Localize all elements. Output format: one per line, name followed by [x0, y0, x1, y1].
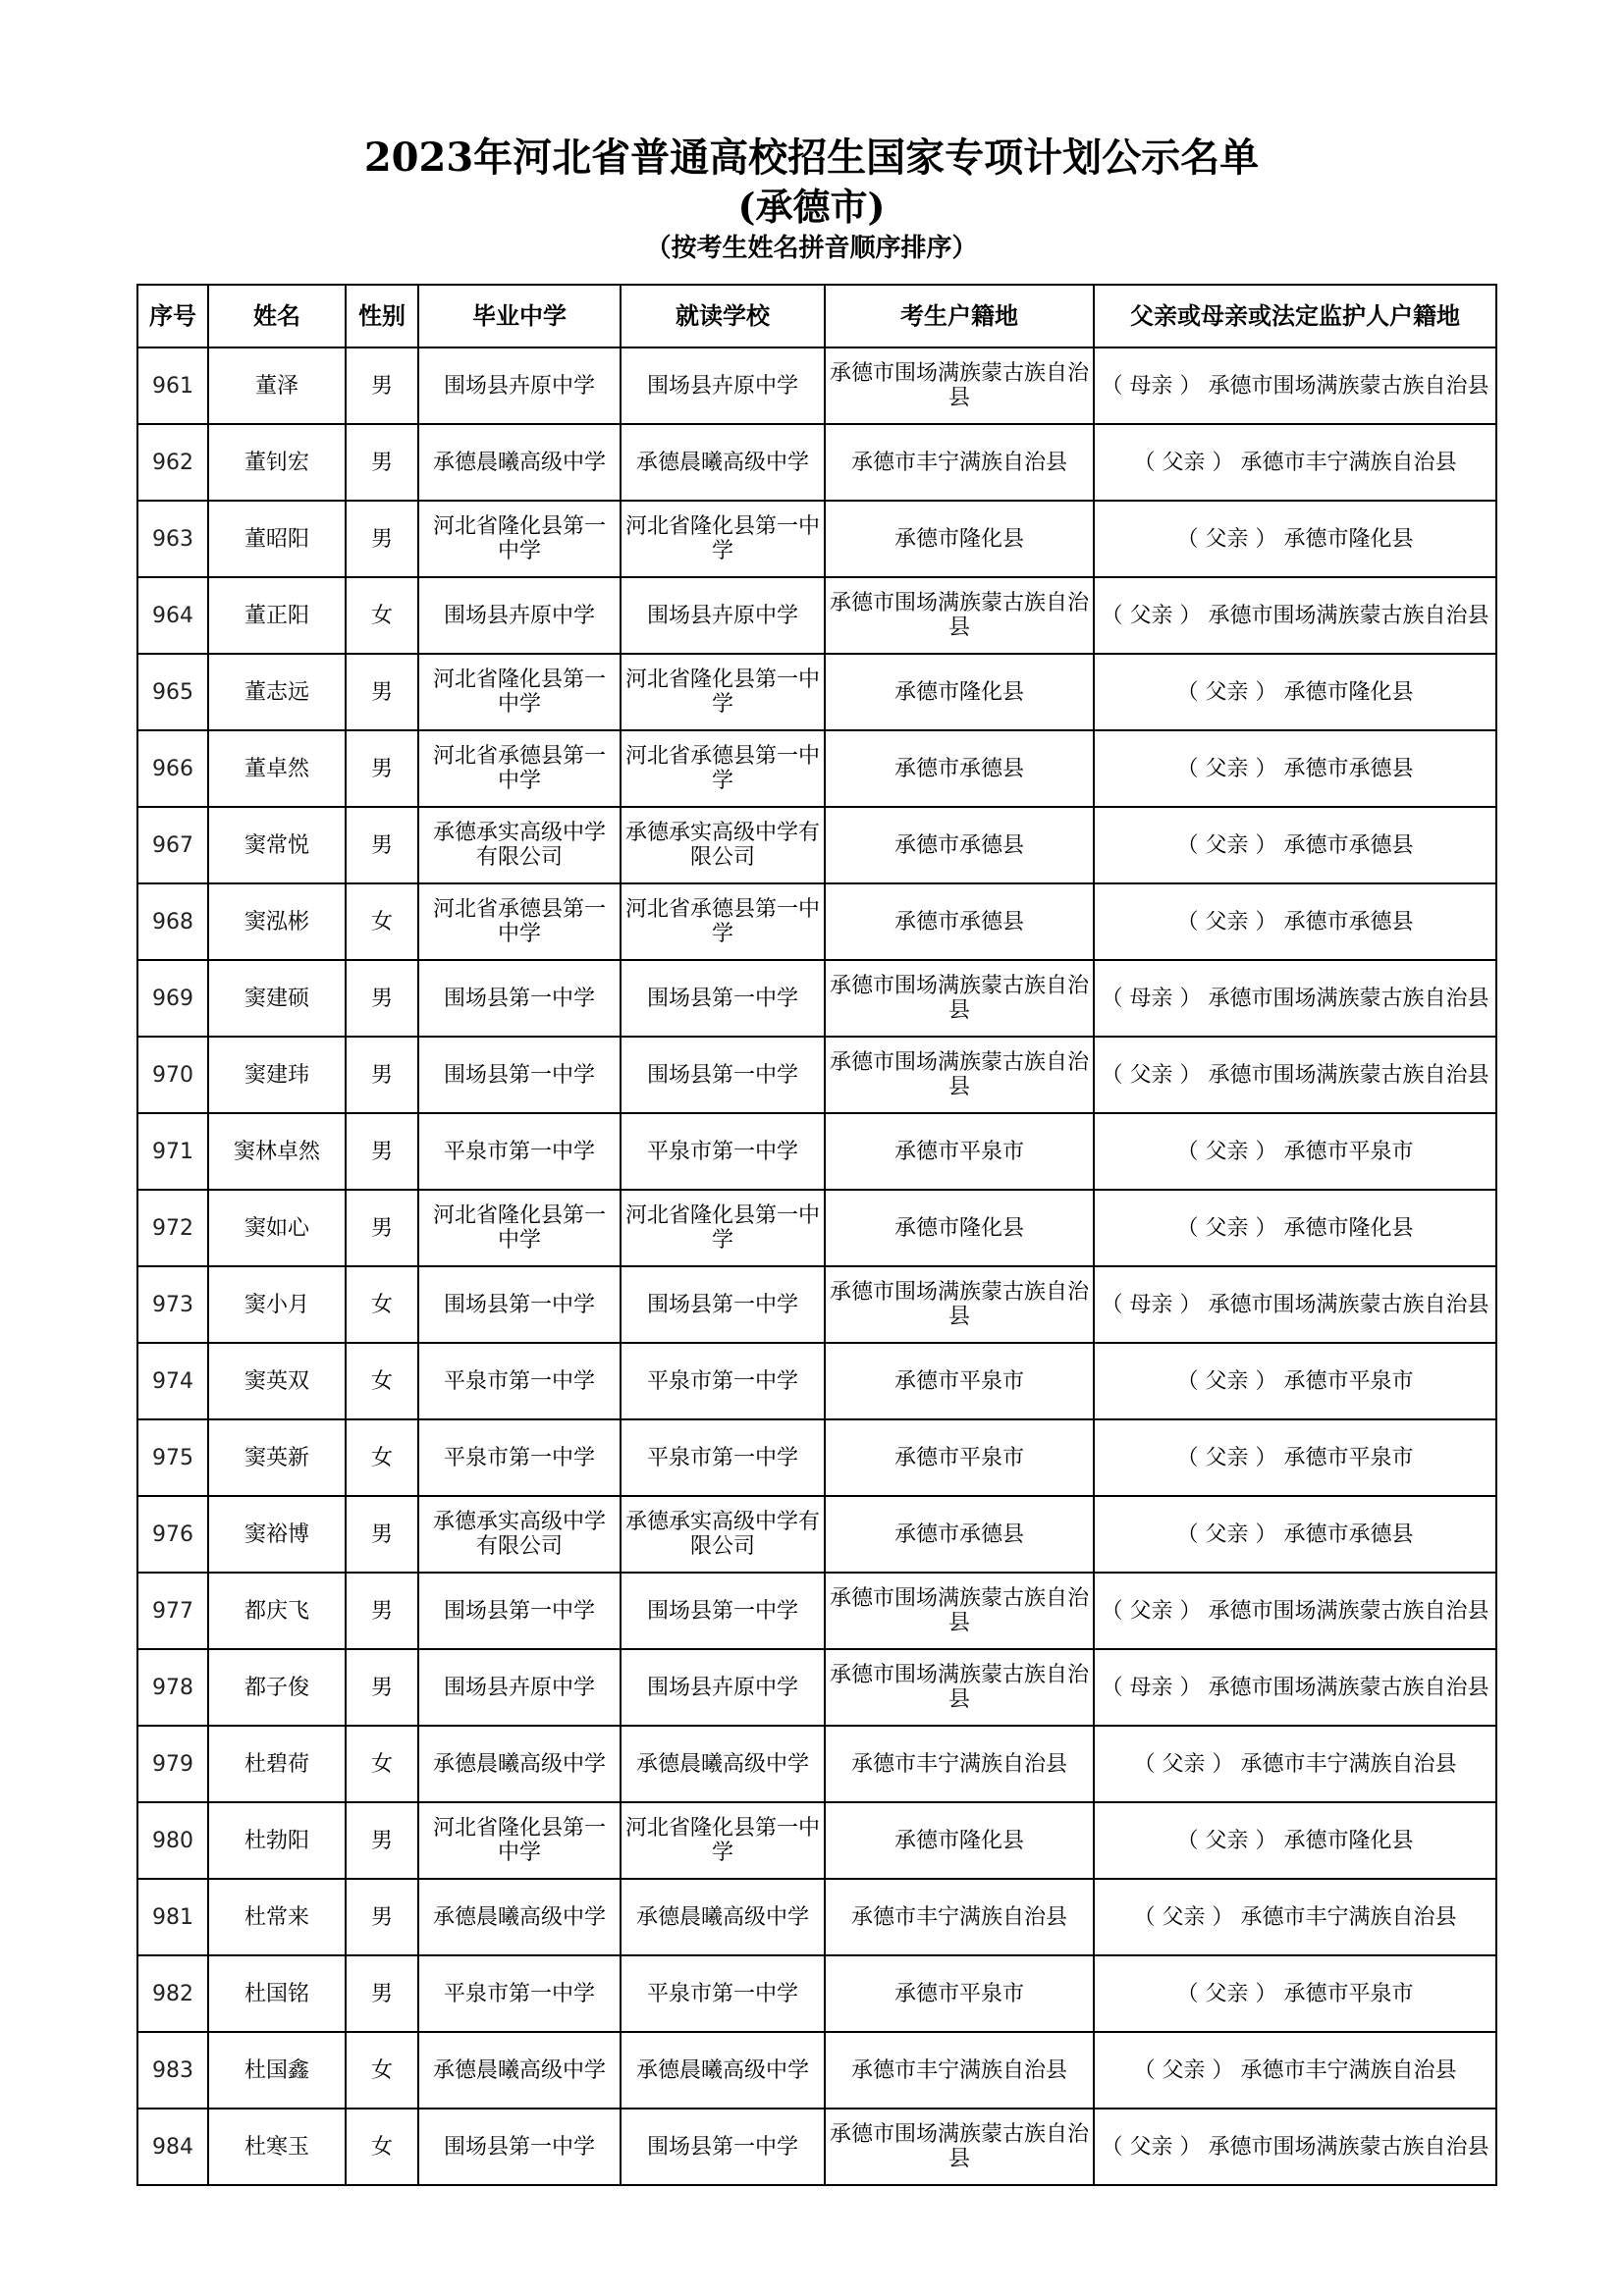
cell-index: 967: [137, 807, 208, 883]
page-subtitle: (承德市): [737, 185, 886, 229]
table-row: [137, 1649, 1496, 1726]
cell-name: 董泽: [208, 347, 346, 424]
cell-guardian-hukou: （ 父亲 ） 承德市丰宁满族自治县: [1094, 424, 1496, 501]
cell-guardian-hukou: （ 父亲 ） 承德市承德县: [1094, 807, 1496, 883]
cell-graduated-school: 河北省承德县第一中学: [418, 730, 621, 807]
cell-name: 杜寒玉: [208, 2109, 346, 2185]
table-row: [137, 1113, 1496, 1190]
cell-guardian-hukou: （ 父亲 ） 承德市平泉市: [1094, 1419, 1496, 1496]
table-row: [137, 1496, 1496, 1573]
cell-gender: 女: [346, 1726, 418, 1802]
cell-guardian-hukou: （ 父亲 ） 承德市平泉市: [1094, 1343, 1496, 1419]
table-row: [137, 807, 1496, 883]
cell-current-school: 围场县第一中学: [621, 1266, 825, 1343]
cell-student-hukou: 承德市平泉市: [825, 1113, 1094, 1190]
cell-graduated-school: 河北省隆化县第一中学: [418, 1190, 621, 1266]
cell-student-hukou: 承德市承德县: [825, 807, 1094, 883]
cell-guardian-hukou: （ 母亲 ） 承德市围场满族蒙古族自治县: [1094, 1649, 1496, 1726]
cell-student-hukou: 承德市围场满族蒙古族自治县: [825, 2109, 1094, 2185]
cell-name: 窦英新: [208, 1419, 346, 1496]
table-row: [137, 1343, 1496, 1419]
cell-guardian-hukou: （ 母亲 ） 承德市围场满族蒙古族自治县: [1094, 347, 1496, 424]
cell-student-hukou: 承德市隆化县: [825, 1802, 1094, 1879]
cell-index: 970: [137, 1037, 208, 1113]
cell-guardian-hukou: （ 父亲 ） 承德市围场满族蒙古族自治县: [1094, 1573, 1496, 1649]
cell-graduated-school: 围场县第一中学: [418, 1266, 621, 1343]
cell-name: 窦英双: [208, 1343, 346, 1419]
table-row: [137, 730, 1496, 807]
cell-name: 杜国铭: [208, 1955, 346, 2032]
cell-student-hukou: 承德市丰宁满族自治县: [825, 424, 1094, 501]
cell-student-hukou: 承德市围场满族蒙古族自治县: [825, 1649, 1094, 1726]
cell-name: 董正阳: [208, 577, 346, 654]
cell-gender: 男: [346, 1802, 418, 1879]
cell-gender: 女: [346, 1419, 418, 1496]
cell-current-school: 平泉市第一中学: [621, 1419, 825, 1496]
cell-graduated-school: 平泉市第一中学: [418, 1955, 621, 2032]
cell-name: 杜碧荷: [208, 1726, 346, 1802]
cell-graduated-school: 围场县卉原中学: [418, 577, 621, 654]
cell-gender: 男: [346, 1113, 418, 1190]
cell-index: 968: [137, 883, 208, 960]
cell-guardian-hukou: （ 父亲 ） 承德市丰宁满族自治县: [1094, 1879, 1496, 1955]
cell-current-school: 围场县第一中学: [621, 1037, 825, 1113]
table-row: [137, 2109, 1496, 2185]
cell-index: 961: [137, 347, 208, 424]
table-row: [137, 1955, 1496, 2032]
cell-gender: 男: [346, 1573, 418, 1649]
cell-student-hukou: 承德市隆化县: [825, 654, 1094, 730]
cell-name: 董志远: [208, 654, 346, 730]
cell-index: 965: [137, 654, 208, 730]
cell-graduated-school: 承德承实高级中学有限公司: [418, 807, 621, 883]
cell-gender: 男: [346, 424, 418, 501]
cell-name: 窦如心: [208, 1190, 346, 1266]
cell-index: 962: [137, 424, 208, 501]
table-row: [137, 960, 1496, 1037]
cell-graduated-school: 承德承实高级中学有限公司: [418, 1496, 621, 1573]
cell-student-hukou: 承德市平泉市: [825, 1343, 1094, 1419]
cell-index: 971: [137, 1113, 208, 1190]
cell-name: 董钊宏: [208, 424, 346, 501]
cell-graduated-school: 围场县第一中学: [418, 1573, 621, 1649]
cell-index: 984: [137, 2109, 208, 2185]
cell-gender: 男: [346, 1190, 418, 1266]
cell-current-school: 围场县卉原中学: [621, 577, 825, 654]
cell-guardian-hukou: （ 父亲 ） 承德市承德县: [1094, 730, 1496, 807]
cell-index: 975: [137, 1419, 208, 1496]
table-row: [137, 654, 1496, 730]
cell-graduated-school: 河北省承德县第一中学: [418, 883, 621, 960]
cell-gender: 男: [346, 1955, 418, 2032]
cell-current-school: 承德承实高级中学有限公司: [621, 1496, 825, 1573]
cell-guardian-hukou: （ 父亲 ） 承德市围场满族蒙古族自治县: [1094, 1037, 1496, 1113]
cell-index: 972: [137, 1190, 208, 1266]
cell-index: 974: [137, 1343, 208, 1419]
table-row: [137, 501, 1496, 577]
cell-gender: 男: [346, 1037, 418, 1113]
cell-index: 981: [137, 1879, 208, 1955]
cell-graduated-school: 承德晨曦高级中学: [418, 2032, 621, 2109]
cell-guardian-hukou: （ 父亲 ） 承德市隆化县: [1094, 1190, 1496, 1266]
cell-guardian-hukou: （ 父亲 ） 承德市平泉市: [1094, 1113, 1496, 1190]
cell-name: 董卓然: [208, 730, 346, 807]
cell-guardian-hukou: （ 父亲 ） 承德市隆化县: [1094, 1802, 1496, 1879]
page-title: 2023年河北省普通高校招生国家专项计划公示名单: [363, 134, 1260, 181]
cell-guardian-hukou: （ 父亲 ） 承德市围场满族蒙古族自治县: [1094, 577, 1496, 654]
cell-current-school: 河北省承德县第一中学: [621, 883, 825, 960]
cell-index: 973: [137, 1266, 208, 1343]
cell-gender: 男: [346, 807, 418, 883]
table-row: [137, 1879, 1496, 1955]
cell-gender: 男: [346, 730, 418, 807]
cell-gender: 女: [346, 1266, 418, 1343]
cell-student-hukou: 承德市平泉市: [825, 1419, 1094, 1496]
cell-current-school: 围场县卉原中学: [621, 347, 825, 424]
cell-index: 969: [137, 960, 208, 1037]
cell-index: 982: [137, 1955, 208, 2032]
cell-current-school: 河北省隆化县第一中学: [621, 654, 825, 730]
cell-current-school: 河北省隆化县第一中学: [621, 1802, 825, 1879]
cell-name: 窦泓彬: [208, 883, 346, 960]
header-gender: 性别: [346, 285, 418, 347]
cell-graduated-school: 承德晨曦高级中学: [418, 1726, 621, 1802]
cell-guardian-hukou: （ 父亲 ） 承德市围场满族蒙古族自治县: [1094, 2109, 1496, 2185]
cell-guardian-hukou: （ 父亲 ） 承德市丰宁满族自治县: [1094, 2032, 1496, 2109]
cell-gender: 男: [346, 1496, 418, 1573]
header-student-hukou: 考生户籍地: [825, 285, 1094, 347]
cell-student-hukou: 承德市围场满族蒙古族自治县: [825, 1037, 1094, 1113]
header-index: 序号: [137, 285, 208, 347]
cell-current-school: 承德晨曦高级中学: [621, 1726, 825, 1802]
cell-index: 979: [137, 1726, 208, 1802]
cell-index: 964: [137, 577, 208, 654]
cell-graduated-school: 围场县卉原中学: [418, 347, 621, 424]
cell-graduated-school: 河北省隆化县第一中学: [418, 501, 621, 577]
table-row: [137, 424, 1496, 501]
cell-current-school: 河北省隆化县第一中学: [621, 1190, 825, 1266]
cell-graduated-school: 承德晨曦高级中学: [418, 1879, 621, 1955]
cell-index: 978: [137, 1649, 208, 1726]
cell-current-school: 围场县第一中学: [621, 2109, 825, 2185]
cell-name: 杜国鑫: [208, 2032, 346, 2109]
cell-index: 980: [137, 1802, 208, 1879]
cell-current-school: 承德晨曦高级中学: [621, 424, 825, 501]
header-graduated-school: 毕业中学: [418, 285, 621, 347]
cell-name: 窦建硕: [208, 960, 346, 1037]
cell-graduated-school: 围场县卉原中学: [418, 1649, 621, 1726]
cell-name: 杜勃阳: [208, 1802, 346, 1879]
cell-student-hukou: 承德市丰宁满族自治县: [825, 2032, 1094, 2109]
cell-student-hukou: 承德市丰宁满族自治县: [825, 1726, 1094, 1802]
table-row: [137, 1573, 1496, 1649]
cell-current-school: 承德晨曦高级中学: [621, 2032, 825, 2109]
cell-graduated-school: 河北省隆化县第一中学: [418, 1802, 621, 1879]
cell-graduated-school: 承德晨曦高级中学: [418, 424, 621, 501]
cell-gender: 女: [346, 2032, 418, 2109]
cell-graduated-school: 围场县第一中学: [418, 1037, 621, 1113]
table-row: [137, 1726, 1496, 1802]
cell-guardian-hukou: （ 父亲 ） 承德市平泉市: [1094, 1955, 1496, 2032]
cell-gender: 女: [346, 883, 418, 960]
cell-student-hukou: 承德市承德县: [825, 730, 1094, 807]
cell-gender: 男: [346, 654, 418, 730]
cell-name: 窦建玮: [208, 1037, 346, 1113]
cell-name: 都庆飞: [208, 1573, 346, 1649]
header-name: 姓名: [208, 285, 346, 347]
cell-guardian-hukou: （ 父亲 ） 承德市隆化县: [1094, 654, 1496, 730]
cell-current-school: 围场县卉原中学: [621, 1649, 825, 1726]
cell-index: 977: [137, 1573, 208, 1649]
cell-graduated-school: 平泉市第一中学: [418, 1113, 621, 1190]
header-current-school: 就读学校: [621, 285, 825, 347]
cell-current-school: 围场县第一中学: [621, 1573, 825, 1649]
cell-current-school: 平泉市第一中学: [621, 1113, 825, 1190]
cell-name: 杜常来: [208, 1879, 346, 1955]
cell-gender: 男: [346, 347, 418, 424]
cell-index: 966: [137, 730, 208, 807]
cell-current-school: 河北省承德县第一中学: [621, 730, 825, 807]
cell-student-hukou: 承德市围场满族蒙古族自治县: [825, 577, 1094, 654]
cell-student-hukou: 承德市围场满族蒙古族自治县: [825, 1266, 1094, 1343]
cell-current-school: 平泉市第一中学: [621, 1343, 825, 1419]
table-row: [137, 577, 1496, 654]
cell-gender: 男: [346, 1649, 418, 1726]
cell-student-hukou: 承德市承德县: [825, 1496, 1094, 1573]
table-row: [137, 1037, 1496, 1113]
cell-graduated-school: 河北省隆化县第一中学: [418, 654, 621, 730]
cell-guardian-hukou: （ 父亲 ） 承德市承德县: [1094, 883, 1496, 960]
table-row: [137, 1419, 1496, 1496]
cell-guardian-hukou: （ 母亲 ） 承德市围场满族蒙古族自治县: [1094, 960, 1496, 1037]
cell-name: 窦小月: [208, 1266, 346, 1343]
cell-guardian-hukou: （ 父亲 ） 承德市承德县: [1094, 1496, 1496, 1573]
table-row: [137, 883, 1496, 960]
cell-name: 董昭阳: [208, 501, 346, 577]
table-row: [137, 1190, 1496, 1266]
cell-gender: 男: [346, 1879, 418, 1955]
cell-student-hukou: 承德市围场满族蒙古族自治县: [825, 347, 1094, 424]
cell-index: 976: [137, 1496, 208, 1573]
table-row: [137, 347, 1496, 424]
cell-current-school: 承德晨曦高级中学: [621, 1879, 825, 1955]
header-guardian-hukou: 父亲或母亲或法定监护人户籍地: [1094, 285, 1496, 347]
table-row: [137, 2032, 1496, 2109]
cell-guardian-hukou: （ 父亲 ） 承德市丰宁满族自治县: [1094, 1726, 1496, 1802]
cell-gender: 男: [346, 501, 418, 577]
sort-note: （按考生姓名拼音顺序排序）: [645, 234, 978, 263]
cell-student-hukou: 承德市隆化县: [825, 1190, 1094, 1266]
cell-guardian-hukou: （ 母亲 ） 承德市围场满族蒙古族自治县: [1094, 1266, 1496, 1343]
cell-graduated-school: 围场县第一中学: [418, 2109, 621, 2185]
cell-graduated-school: 平泉市第一中学: [418, 1343, 621, 1419]
table-row: [137, 1266, 1496, 1343]
cell-gender: 女: [346, 2109, 418, 2185]
cell-guardian-hukou: （ 父亲 ） 承德市隆化县: [1094, 501, 1496, 577]
cell-current-school: 平泉市第一中学: [621, 1955, 825, 2032]
cell-gender: 男: [346, 960, 418, 1037]
cell-graduated-school: 平泉市第一中学: [418, 1419, 621, 1496]
cell-student-hukou: 承德市隆化县: [825, 501, 1094, 577]
cell-name: 窦裕博: [208, 1496, 346, 1573]
cell-student-hukou: 承德市承德县: [825, 883, 1094, 960]
cell-student-hukou: 承德市围场满族蒙古族自治县: [825, 960, 1094, 1037]
cell-student-hukou: 承德市围场满族蒙古族自治县: [825, 1573, 1094, 1649]
cell-index: 983: [137, 2032, 208, 2109]
cell-current-school: 承德承实高级中学有限公司: [621, 807, 825, 883]
header-row: [137, 285, 1496, 347]
cell-current-school: 围场县第一中学: [621, 960, 825, 1037]
table-row: [137, 1802, 1496, 1879]
table-body: [137, 347, 1496, 2185]
roster-table: [136, 284, 1497, 2186]
cell-name: 窦常悦: [208, 807, 346, 883]
cell-graduated-school: 围场县第一中学: [418, 960, 621, 1037]
cell-gender: 女: [346, 577, 418, 654]
cell-index: 963: [137, 501, 208, 577]
cell-current-school: 河北省隆化县第一中学: [621, 501, 825, 577]
cell-gender: 女: [346, 1343, 418, 1419]
cell-name: 都子俊: [208, 1649, 346, 1726]
cell-student-hukou: 承德市丰宁满族自治县: [825, 1879, 1094, 1955]
cell-student-hukou: 承德市平泉市: [825, 1955, 1094, 2032]
cell-name: 窦林卓然: [208, 1113, 346, 1190]
